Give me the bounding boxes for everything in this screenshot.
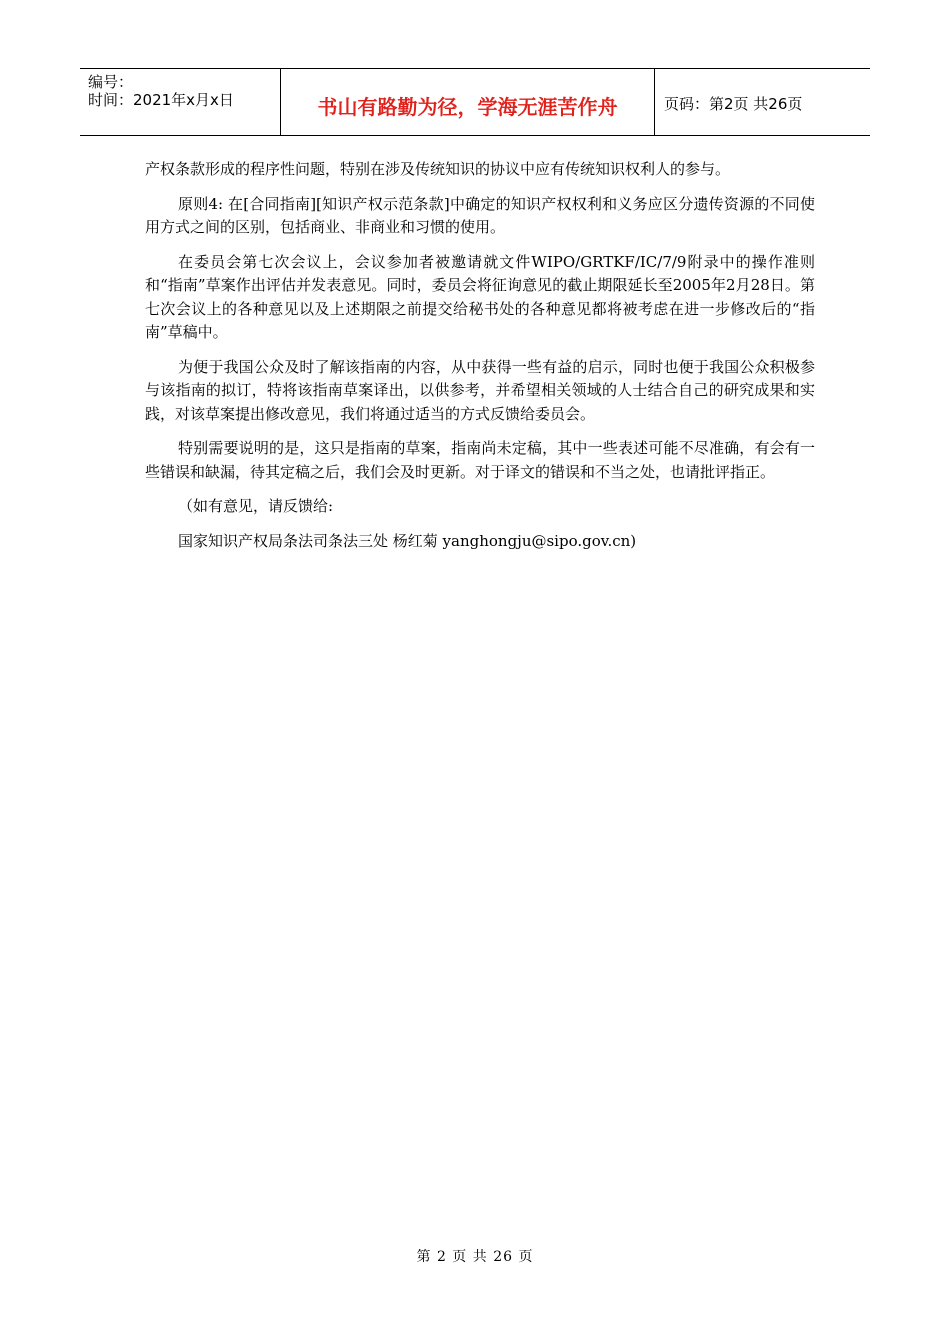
page-footer: 第 2 页 共 26 页: [416, 1249, 534, 1265]
header-page-info: 页码：第2页 共26页: [664, 94, 803, 113]
document-date: 时间：2021年x月x日: [88, 91, 234, 109]
document-number-label: 编号：: [88, 73, 134, 91]
header-meta: [80, 69, 281, 135]
paragraph: 产权条款形成的程序性问题，特别在涉及传统知识的协议中应有传统知识权利人的参与。: [145, 160, 731, 178]
paragraph: （如有意见，请反馈给:: [178, 497, 334, 515]
page-header: [80, 68, 870, 136]
paragraph: 为便于我国公众及时了解该指南的内容，从中获得一些有益的启示，同时也便于我国公众积极参与该指南的拟订，特将该指南草案译出，以供参考，并希望相关领域的人士结合自己的研究成果和实践，对该草案提出修改意见，我们将通过适当的方式反馈给委员会。: [145, 357, 815, 423]
paragraph: 在委员会第七次会议上，会议参加者被邀请就文件WIPO/GRTKF/IC/7/9附录中的操作准则和“指南”草案作出评估并发表意见。同时，委员会将征询意见的截止期限延长至2005年2月28日。第七次会议上的各种意见以及上述期限之前提交给秘书处的各种意见都将被考虑在进一步修改后的“指南”草稿中。: [145, 252, 815, 341]
document-body: [145, 158, 815, 564]
header-motto: 书山有路勤为径，学海无涯苦作舟: [281, 69, 655, 135]
paragraph: 原则4: 在[合同指南][知识产权示范条款]中确定的知识产权权利和义务应区分遗传资源的不同使用方式之间的区别，包括商业、非商业和习惯的使用。: [145, 194, 815, 236]
paragraph: 特别需要说明的是，这只是指南的草案，指南尚未定稿，其中一些表述可能不尽准确，有会有一些错误和缺漏，待其定稿之后，我们会及时更新。对于译文的错误和不当之处，也请批评指正。: [145, 439, 815, 481]
contact-line: 国家知识产权局条法司条法三处 杨红菊 yanghongju@sipo.gov.cn): [178, 531, 637, 550]
